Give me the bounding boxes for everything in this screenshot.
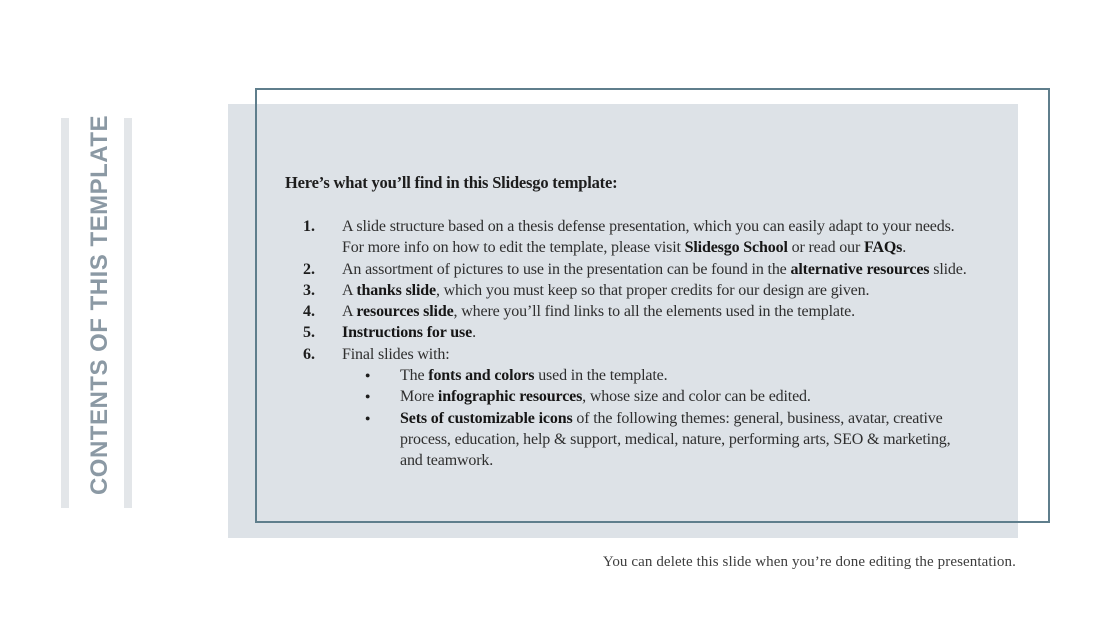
list-text: A thanks slide, which you must keep so that proper credits for our design are given. [342, 281, 870, 299]
sub-list-item [285, 386, 977, 407]
slide-title-vertical: CONTENTS OF THIS TEMPLATE [86, 114, 113, 496]
footer-note: You can delete this slide when you’re done editing the presentation. [602, 554, 1016, 570]
list-item [285, 301, 977, 322]
bullet-icon: ● [365, 391, 371, 402]
list-number: 2. [303, 260, 315, 278]
list-item [285, 259, 977, 280]
sub-list-item [285, 408, 977, 472]
decor-bar-left [61, 118, 69, 508]
list-text: Instructions for use. [342, 324, 476, 342]
list-text: An assortment of pictures to use in the presentation can be found in the alternative resources slide. [342, 260, 967, 278]
list-item [285, 280, 977, 301]
list-number: 4. [303, 303, 315, 321]
list-number: 6. [303, 345, 315, 363]
list-number: 1. [303, 218, 315, 235]
intro-heading: Here’s what you’ll find in this Slidesgo template: [285, 173, 618, 192]
content-block [285, 172, 977, 472]
sub-list-text: The fonts and colors used in the template. [400, 367, 668, 385]
sub-list-item [285, 365, 977, 386]
bullet-icon: ● [365, 370, 371, 381]
list-text: A resources slide, where you’ll find links to all the elements used in the template. [342, 303, 855, 321]
list-text: A slide structure based on a thesis defense presentation, which you can easily adapt to your needs. For more info on how to edit the template, please visit Slidesgo School or read our FAQs. [342, 218, 955, 257]
sub-list-text: Sets of customizable icons of the following themes: general, business, avatar, creative process, education, help & support, medical, nature, performing arts, SEO & marketing, and teamwork. [400, 409, 951, 470]
list-item [285, 216, 977, 259]
list-text: Final slides with: [342, 345, 450, 363]
list-item [285, 344, 977, 365]
decor-bar-right [124, 118, 132, 508]
list-number: 3. [303, 281, 315, 299]
sub-list-text: More infographic resources, whose size and color can be edited. [400, 388, 811, 406]
bullet-icon: ● [365, 412, 371, 423]
list-number: 5. [303, 324, 315, 342]
list-item [285, 322, 977, 343]
